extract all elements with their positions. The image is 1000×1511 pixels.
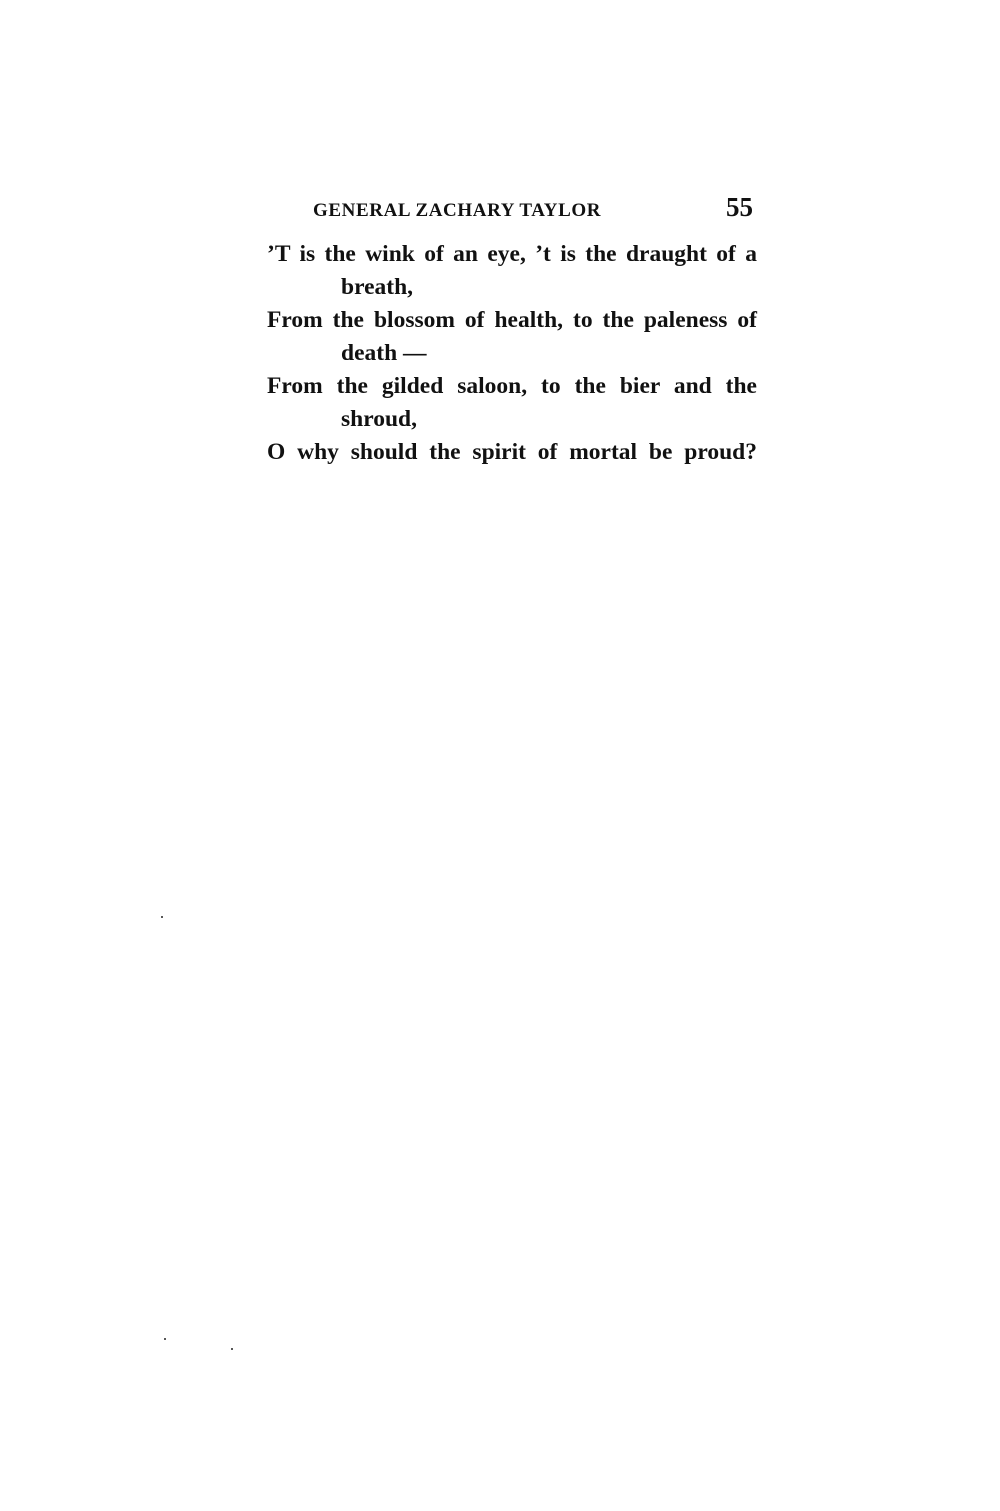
poem-line-continuation: shroud,: [341, 406, 417, 432]
poem-line: From the gilded saloon, to the bier and the: [267, 373, 757, 399]
scan-speck: [164, 1338, 166, 1340]
poem-line-continuation: breath,: [341, 274, 414, 300]
poem-line: ’T is the wink of an eye, ’t is the draught of a: [267, 241, 757, 267]
poem-line-continuation: death —: [341, 340, 427, 366]
scan-speck: [231, 1348, 233, 1350]
poem-line: From the blossom of health, to the paleness of: [267, 307, 757, 333]
poem-stanza: [267, 238, 767, 469]
poem-line: O why should the spirit of mortal be proud?: [267, 439, 757, 465]
running-title: GENERAL ZACHARY TAYLOR: [313, 200, 602, 221]
page-number: 55: [726, 192, 753, 222]
scan-speck: [161, 916, 163, 918]
